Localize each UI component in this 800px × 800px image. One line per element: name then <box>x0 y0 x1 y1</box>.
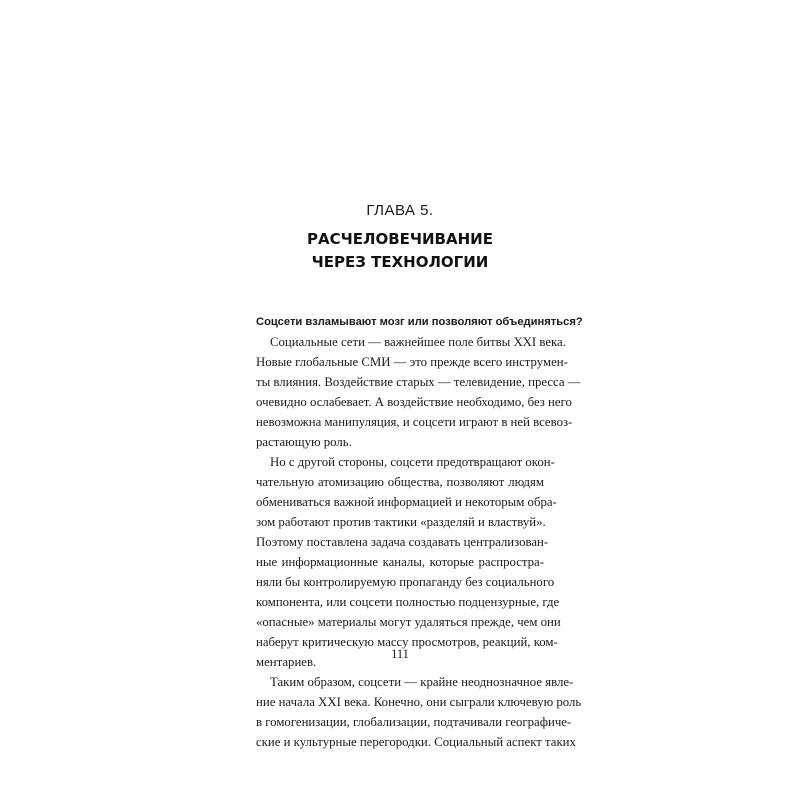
paragraph-1 <box>256 332 581 452</box>
paragraph-line: очевидно ослабевает. А воздействие необходимо, без него <box>256 395 572 409</box>
paragraph-line: Таким образом, соцсети — крайне неоднозначное явле- <box>270 675 574 689</box>
paragraph-line: Социальные сети — важнейшее поле битвы XXI века. <box>270 335 566 349</box>
section-heading: Соцсети взламывают мозг или позволяют объединяться? <box>256 316 583 328</box>
paragraph-line: наберут критическую массу просмотров, реакций, ком- <box>256 635 558 649</box>
paragraph-2 <box>256 452 561 672</box>
paragraph-line: ные информационные каналы, которые распростра- <box>256 555 544 569</box>
chapter-title <box>0 228 800 274</box>
paragraph-line: чательную атомизацию общества, позволяют людям <box>256 475 544 489</box>
paragraph-line: «опасные» материалы могут удаляться прежде, чем они <box>256 615 561 629</box>
paragraph-line: невозможна манипуляция, и соцсети играют в ней всевоз- <box>256 415 573 429</box>
paragraph-line: растающую роль. <box>256 435 352 449</box>
chapter-label: ГЛАВА 5. <box>366 202 434 219</box>
paragraph-line: ские и культурные перегородки. Социальный аспект таких <box>256 735 576 749</box>
paragraph-line: в гомогенизации, глобализации, подтачивали географиче- <box>256 715 572 729</box>
page-number: 111 <box>391 647 409 661</box>
paragraph-line: зом работают против тактики «разделяй и властвуй». <box>256 515 546 529</box>
body-text <box>256 312 583 752</box>
paragraph-line: компонента, или соцсети полностью подцензурные, где <box>256 595 560 609</box>
paragraph-3 <box>256 672 582 752</box>
paragraph-line: ментариев. <box>256 655 317 669</box>
paragraph-line: ты влияния. Воздействие старых — телевидение, пресса — <box>256 375 581 389</box>
paragraph-line: Поэтому поставлена задача создавать централизован- <box>256 535 549 549</box>
paragraph-line: обмениваться важной информацией и некоторым обра- <box>256 495 557 509</box>
chapter-title-line-1: РАСЧЕЛОВЕЧИВАНИЕ <box>307 230 493 248</box>
paragraph-line: няли бы контролируемую пропаганду без социального <box>256 575 555 589</box>
chapter-title-line-2: ЧЕРЕЗ ТЕХНОЛОГИИ <box>311 253 489 271</box>
paragraph-line: Но с другой стороны, соцсети предотвращают окон- <box>270 455 555 469</box>
paragraph-line: ние начала XXI века. Конечно, они сыграли ключевую роль <box>256 695 582 709</box>
paragraph-line: Новые глобальные СМИ — это прежде всего инструмен- <box>256 355 568 369</box>
